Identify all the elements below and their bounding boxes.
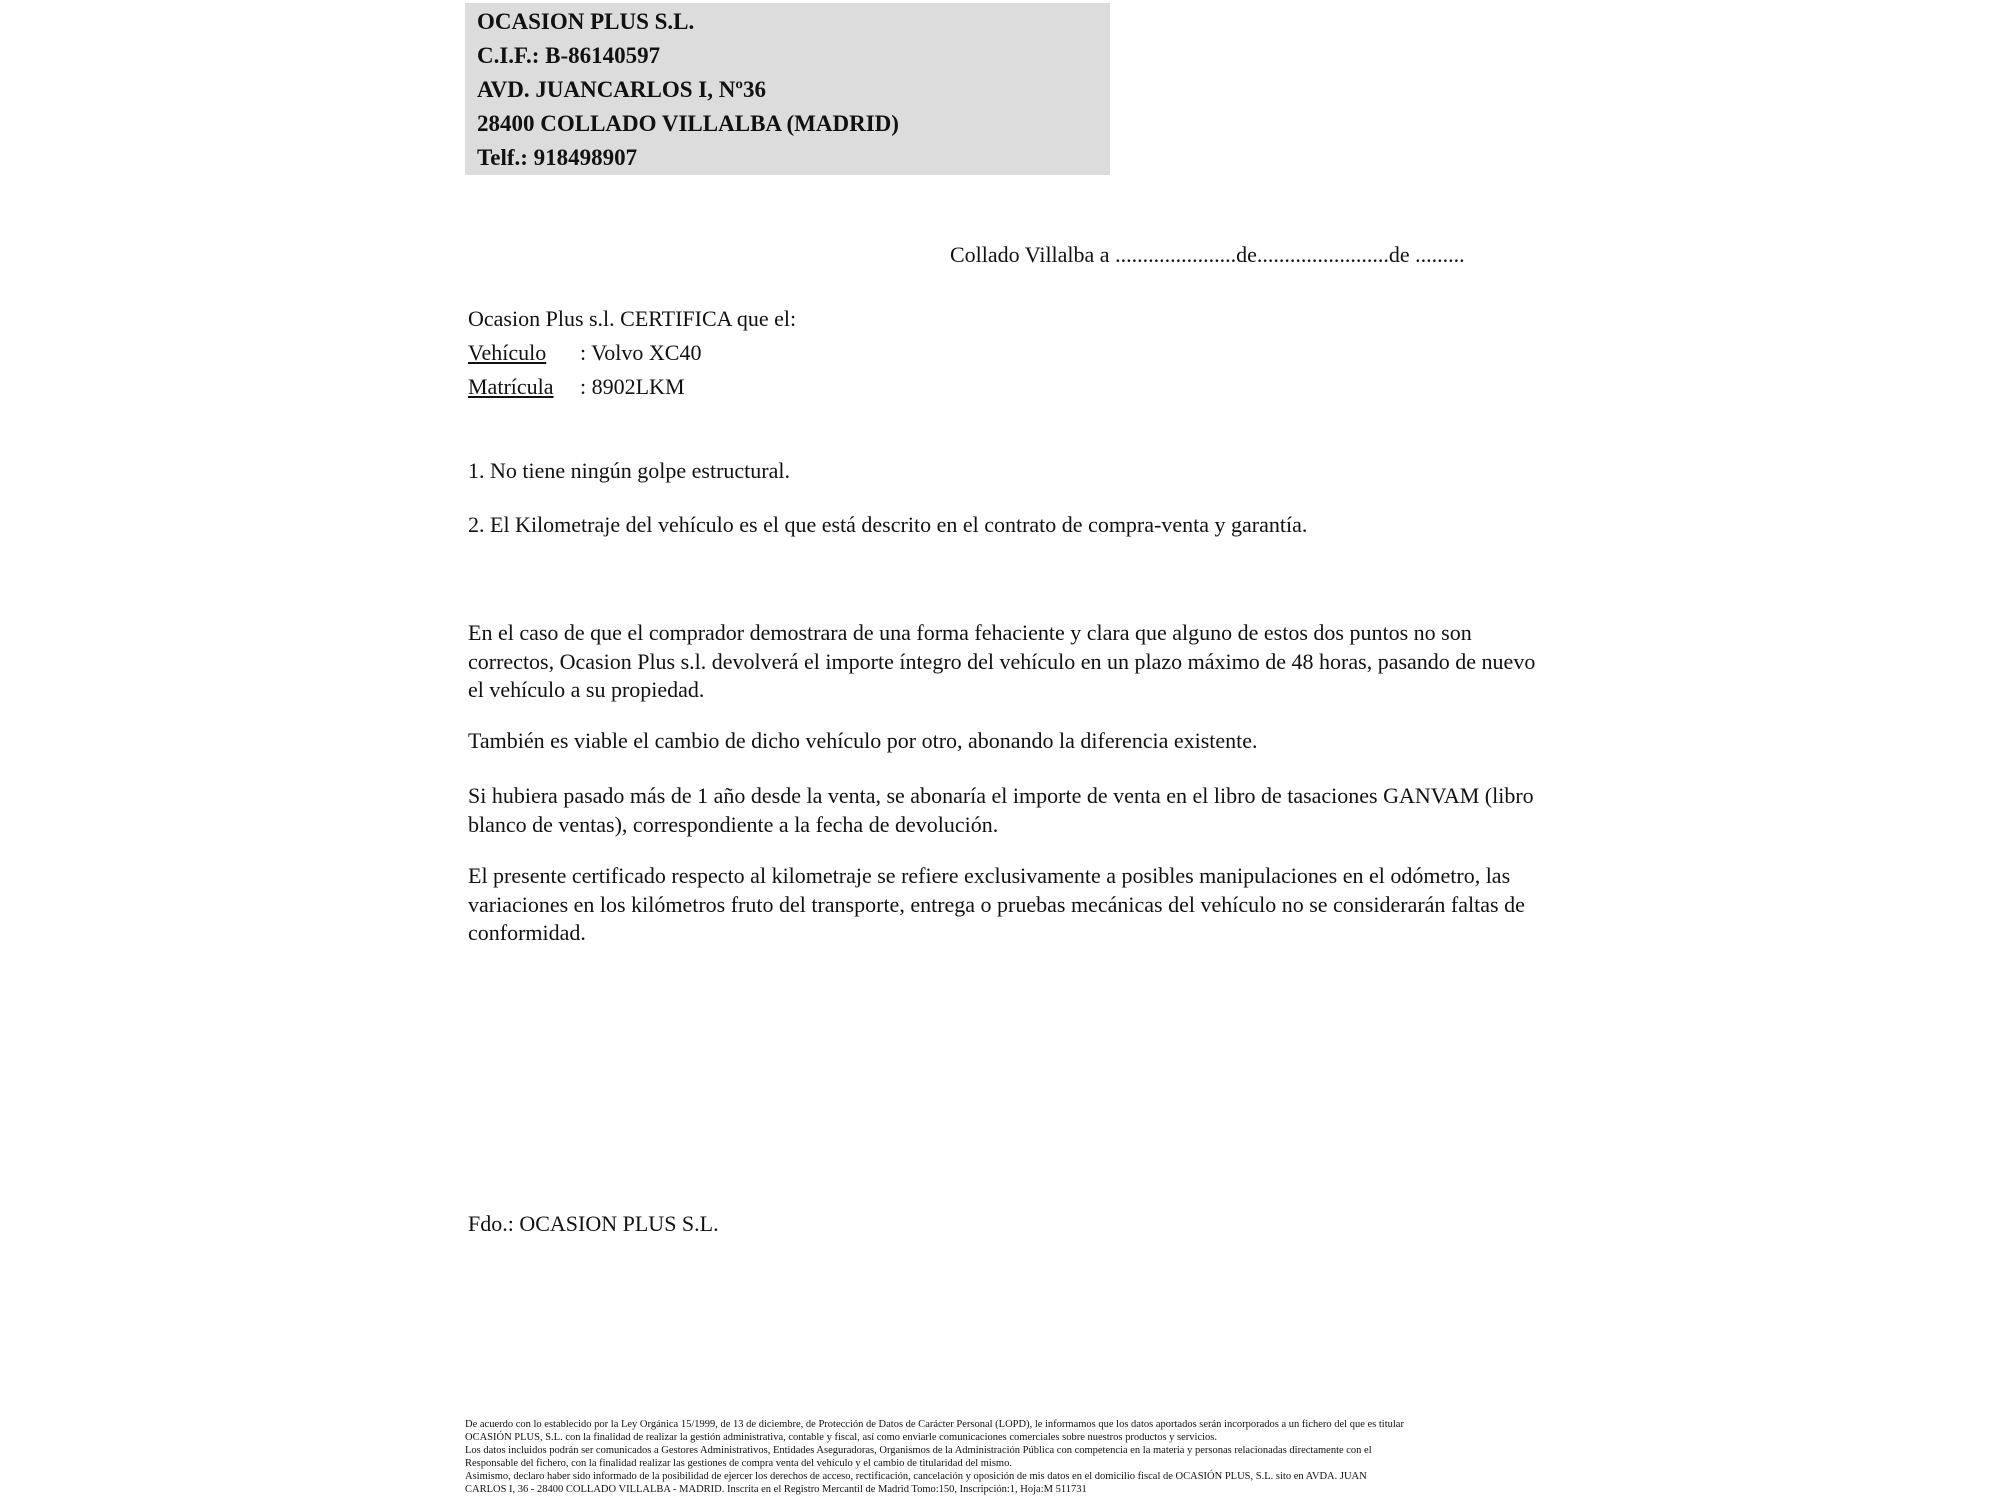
vehicle-label: Vehículo	[468, 340, 547, 365]
signature-line: Fdo.: OCASION PLUS S.L.	[468, 1211, 719, 1236]
company-name: OCASION PLUS S.L.	[477, 9, 695, 34]
paragraph-refund: En el caso de que el comprador demostrara de una forma fehaciente y clara que alguno de estos dos puntos no son correctos, Ocasion Plus s.l. devolverá el importe íntegro del vehículo en un plazo máximo de 48 horas, pasando de nuevo el vehículo a su propiedad.	[468, 620, 1536, 702]
footer-line-4: Responsable del fichero, con la finalidad realizar las gestiones de compra venta del vehículo y el cambio de titularidad del mismo.	[465, 1458, 1012, 1469]
company-address: AVD. JUANCARLOS I, Nº36	[477, 77, 766, 102]
point-structural-damage: 1. No tiene ningún golpe estructural.	[468, 458, 790, 483]
footer-line-1: De acuerdo con lo establecido por la Ley Orgánica 15/1999, de 13 de diciembre, de Protección de Datos de Carácter Personal (LOPD), le informamos que los datos aportados serán incorporados a un fichero del que es titular	[465, 1419, 1404, 1430]
footer-line-2: OCASIÓN PLUS, S.L. con la finalidad de realizar la gestión administrativa, contable y fiscal, así como enviarle comunicaciones comerciales sobre nuestros productos y servicios.	[465, 1432, 1217, 1443]
paragraph-ganvam: Si hubiera pasado más de 1 año desde la venta, se abonaría el importe de venta en el libro de tasaciones GANVAM (libro blanco de ventas), correspondiente a la fecha de devolución.	[468, 783, 1534, 837]
footer-line-3: Los datos incluidos podrán ser comunicados a Gestores Administrativos, Entidades Aseguradoras, Organismos de la Administración Pública con competencia en la materia y personas relacionadas directamente con el	[465, 1445, 1372, 1456]
legal-footer	[465, 1418, 1565, 1496]
company-phone: Telf.: 918498907	[477, 145, 638, 170]
paragraph-odometer: El presente certificado respecto al kilometraje se refiere exclusivamente a posibles manipulaciones en el odómetro, las variaciones en los kilómetros fruto del transporte, entrega o pruebas mecánicas del vehículo no se considerarán faltas de conformidad.	[468, 863, 1525, 945]
plate-row	[468, 370, 796, 404]
vehicle-value: : Volvo XC40	[580, 340, 702, 365]
point-mileage: 2. El Kilometraje del vehículo es el que está descrito en el contrato de compra-venta y garantía.	[468, 512, 1308, 537]
plate-value: : 8902LKM	[580, 374, 685, 399]
footer-line-6: CARLOS I, 36 - 28400 COLLADO VILLALBA - MADRID. Inscrita en el Registro Mercantil de Madrid Tomo:150, Inscripción:1, Hoja:M 511731	[465, 1484, 1087, 1495]
date-line: Collado Villalba a ......................de........................de .........	[950, 242, 1465, 267]
company-cif: C.I.F.: B-86140597	[477, 43, 661, 68]
plate-label: Matrícula	[468, 374, 554, 399]
footer-line-5: Asimismo, declaro haber sido informado de la posibilidad de ejercer los derechos de acceso, rectificación, cancelación y oposición de mis datos en el domicilio fiscal de OCASIÓN PLUS, S.L. sito en AVDA. JUAN	[465, 1471, 1367, 1482]
certify-block	[468, 302, 796, 404]
company-header-box	[465, 3, 1110, 175]
vehicle-row	[468, 336, 796, 370]
certify-intro: Ocasion Plus s.l. CERTIFICA que el:	[468, 306, 797, 331]
company-city: 28400 COLLADO VILLALBA (MADRID)	[477, 111, 899, 136]
paragraph-exchange: También es viable el cambio de dicho vehículo por otro, abonando la diferencia existente.	[468, 728, 1258, 753]
